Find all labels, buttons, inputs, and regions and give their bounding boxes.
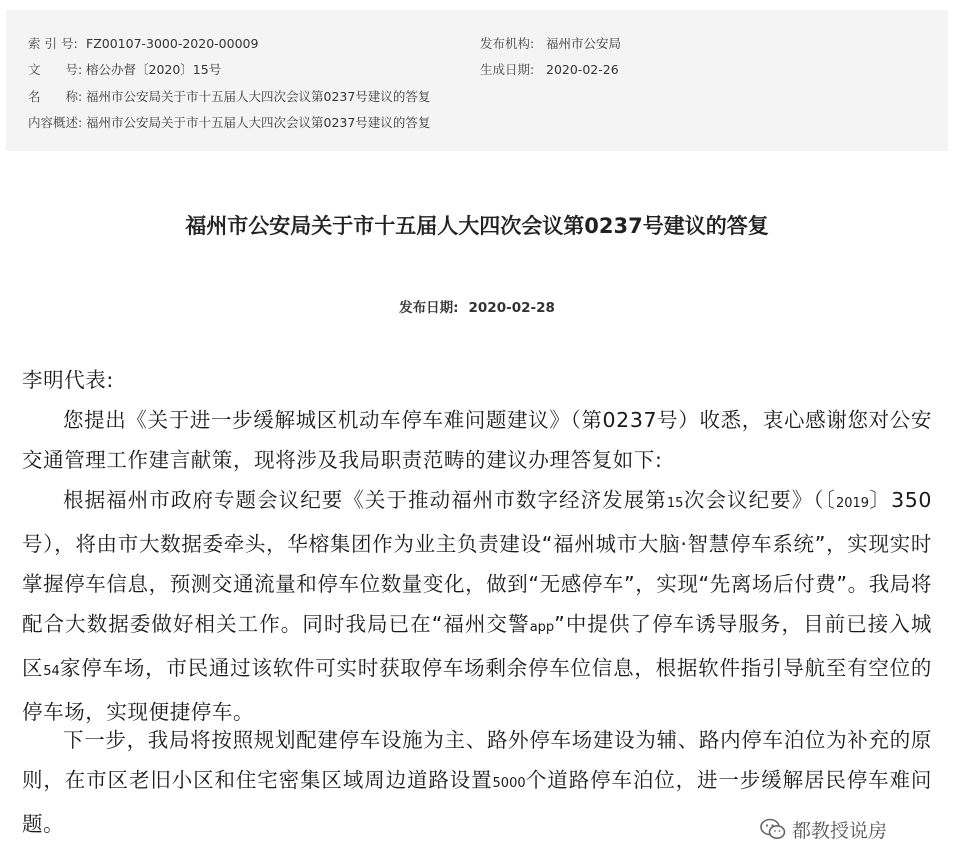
watermark-text: 都教授说房	[792, 819, 888, 842]
meta-agency: 发布机构: 福州市公安局	[480, 36, 622, 51]
meta-name: 名 称: 福州市公安局关于市十五届人大四次会议第0237号建议的答复	[28, 89, 431, 104]
paragraph-2: 根据福州市政府专题会议纪要《关于推动福州市数字经济发展第15次会议纪要》（〔2019〕350号），将由市大数据委牵头，华榕集团作为业主负责建设“福州城市大脑·智慧停车系统”，实现实时掌握停车信息，预测交通流量和停车位数量变化，做到“无感停车”，实现“先离场后付费”。我局将配合大数据委做好相关工作。同时我局已在“福州交警app”中提供了停车诱导服务，目前已接入城区54家停车场，市民通过该软件可实时获取停车场剩余停车位信息，根据软件指引导航至有空位的停车场，实现便捷停车。	[22, 488, 932, 724]
paragraph-3: 下一步，我局将按照规划配建停车设施为主、路外停车场建设为辅、路内停车泊位为补充的原则，在市区老旧小区和住宅密集区域周边道路设置5000个道路停车泊位，进一步缓解居民停车难问题。	[22, 728, 932, 836]
salutation: 李明代表:	[22, 368, 114, 392]
meta-generated-date: 生成日期: 2020-02-26	[480, 62, 619, 77]
publish-date: 发布日期: 2020-02-28	[399, 300, 555, 316]
watermark	[760, 814, 887, 844]
meta-summary: 内容概述: 福州市公安局关于市十五届人大四次会议第0237号建议的答复	[28, 115, 431, 130]
meta-number: 文 号: 榕公办督〔2020〕15号	[28, 62, 222, 77]
paragraph-1: 您提出《关于进一步缓解城区机动车停车难问题建议》（第0237号）收悉，衷心感谢您对公安交通管理工作建言献策，现将涉及我局职责范畴的建议办理答复如下:	[22, 408, 932, 472]
meta-index: 索 引 号: FZ00107-3000-2020-00009	[28, 36, 259, 51]
document-meta-panel	[6, 10, 948, 151]
document-title: 福州市公安局关于市十五届人大四次会议第0237号建议的答复	[185, 214, 769, 238]
wechat-icon	[760, 818, 786, 840]
